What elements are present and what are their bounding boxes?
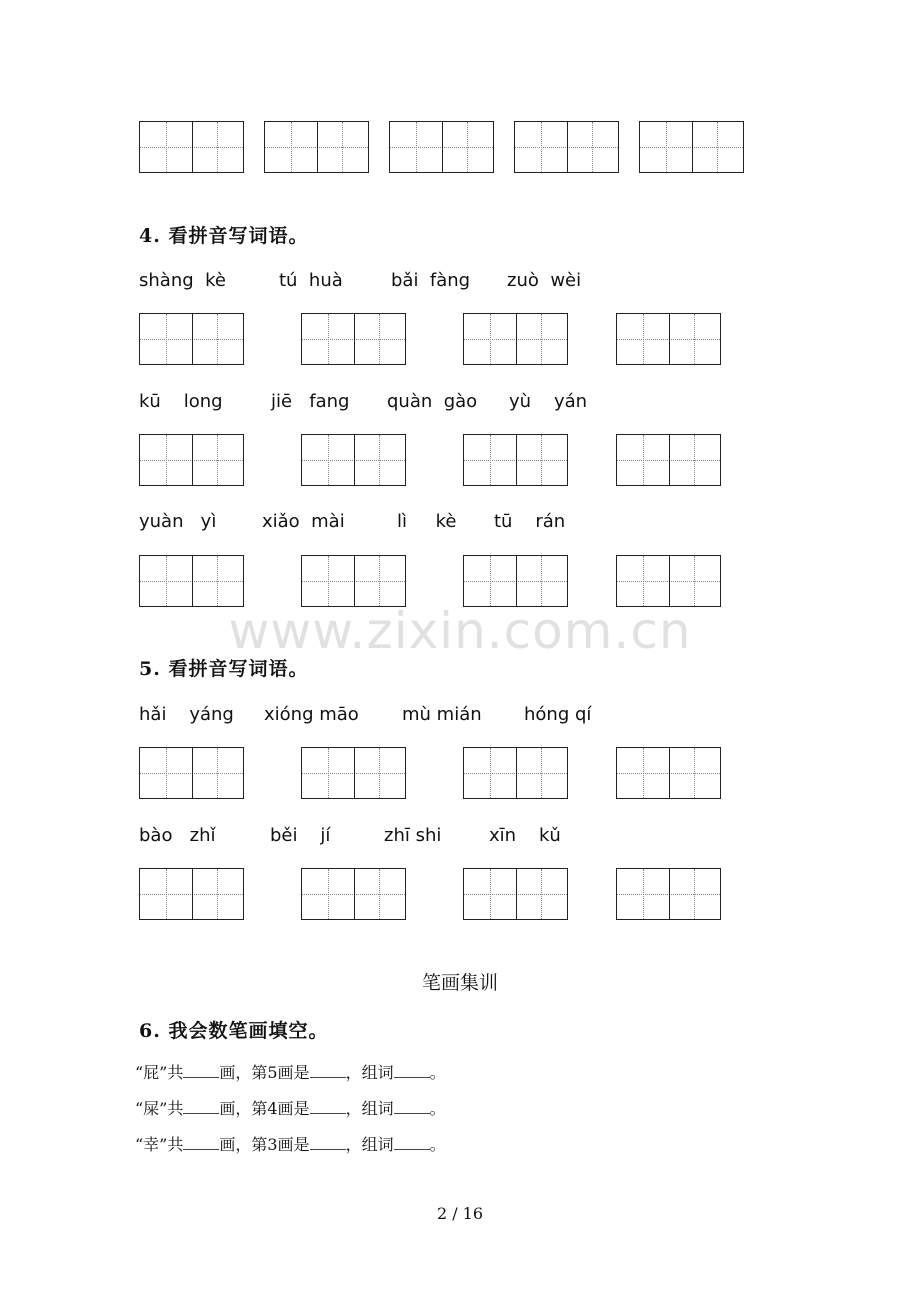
pinyin-label: yù yán bbox=[509, 391, 588, 412]
writing-grid[interactable] bbox=[514, 121, 619, 173]
writing-grid[interactable] bbox=[139, 555, 244, 607]
line-char: “幸”共 bbox=[135, 1135, 184, 1154]
writing-grid[interactable] bbox=[616, 868, 721, 920]
stroke-fill-line bbox=[135, 1060, 446, 1083]
writing-grid[interactable] bbox=[139, 121, 244, 173]
stroke-name-blank[interactable] bbox=[310, 1099, 346, 1114]
pinyin-label: bào zhǐ bbox=[139, 825, 216, 846]
watermark: www.zixin.com.cn bbox=[228, 602, 692, 660]
stroke-fill-line bbox=[135, 1132, 446, 1155]
writing-grid[interactable] bbox=[463, 555, 568, 607]
writing-grid[interactable] bbox=[301, 313, 406, 365]
stroke-name-blank[interactable] bbox=[310, 1063, 346, 1078]
writing-grid[interactable] bbox=[301, 434, 406, 486]
pinyin-label: mù mián bbox=[402, 704, 482, 725]
question-5-heading: 5. 看拼音写词语。 bbox=[139, 658, 309, 680]
writing-grid[interactable] bbox=[463, 868, 568, 920]
stroke-count-blank[interactable] bbox=[183, 1135, 219, 1150]
pinyin-label: hóng qí bbox=[524, 704, 592, 725]
writing-grid[interactable] bbox=[463, 434, 568, 486]
pinyin-label: bǎi fàng bbox=[391, 270, 471, 291]
line-char: “屁”共 bbox=[135, 1063, 184, 1082]
pinyin-label: zhī shi bbox=[384, 825, 442, 846]
stroke-count-blank[interactable] bbox=[183, 1063, 219, 1078]
page-number: 2 / 16 bbox=[436, 1204, 484, 1223]
word-blank[interactable] bbox=[394, 1099, 430, 1114]
line-end: ，组词 bbox=[345, 1063, 394, 1082]
word-blank[interactable] bbox=[394, 1135, 430, 1150]
pinyin-label: quàn gào bbox=[387, 391, 478, 412]
writing-grid[interactable] bbox=[463, 313, 568, 365]
pinyin-label: tū rán bbox=[494, 511, 566, 532]
pinyin-label: zuò wèi bbox=[507, 270, 582, 291]
pinyin-label: lì kè bbox=[397, 511, 457, 532]
writing-grid[interactable] bbox=[301, 555, 406, 607]
word-blank[interactable] bbox=[394, 1063, 430, 1078]
line-mid: 画，第3画是 bbox=[219, 1135, 310, 1154]
writing-grid[interactable] bbox=[616, 313, 721, 365]
writing-grid[interactable] bbox=[301, 747, 406, 799]
pinyin-label: jiē fang bbox=[271, 391, 350, 412]
question-4-heading: 4. 看拼音写词语。 bbox=[139, 225, 309, 247]
line-mid: 画，第5画是 bbox=[219, 1063, 310, 1082]
writing-grid[interactable] bbox=[389, 121, 494, 173]
writing-grid[interactable] bbox=[616, 434, 721, 486]
pinyin-label: shàng kè bbox=[139, 270, 226, 291]
writing-grid[interactable] bbox=[139, 313, 244, 365]
line-char: “屎”共 bbox=[135, 1099, 184, 1118]
question-6-heading: 6. 我会数笔画填空。 bbox=[139, 1020, 329, 1042]
writing-grid[interactable] bbox=[639, 121, 744, 173]
stroke-fill-line bbox=[135, 1096, 446, 1119]
line-tail: 。 bbox=[429, 1099, 446, 1118]
pinyin-label: xiǎo mài bbox=[262, 511, 345, 532]
pinyin-label: kū long bbox=[139, 391, 223, 412]
writing-grid[interactable] bbox=[616, 747, 721, 799]
writing-grid[interactable] bbox=[463, 747, 568, 799]
pinyin-label: yuàn yì bbox=[139, 511, 217, 532]
pinyin-label: běi jí bbox=[270, 825, 331, 846]
line-end: ，组词 bbox=[345, 1135, 394, 1154]
pinyin-label: xīn kǔ bbox=[489, 825, 561, 846]
writing-grid[interactable] bbox=[139, 434, 244, 486]
stroke-count-blank[interactable] bbox=[183, 1099, 219, 1114]
line-mid: 画，第4画是 bbox=[219, 1099, 310, 1118]
pinyin-label: xióng māo bbox=[264, 704, 359, 725]
writing-grid[interactable] bbox=[139, 747, 244, 799]
line-tail: 。 bbox=[429, 1063, 446, 1082]
writing-grid[interactable] bbox=[139, 868, 244, 920]
pinyin-label: tú huà bbox=[279, 270, 343, 291]
pinyin-label: hǎi yáng bbox=[139, 704, 234, 725]
writing-grid[interactable] bbox=[616, 555, 721, 607]
writing-grid[interactable] bbox=[301, 868, 406, 920]
stroke-name-blank[interactable] bbox=[310, 1135, 346, 1150]
line-tail: 。 bbox=[429, 1135, 446, 1154]
section-title: 笔画集训 bbox=[421, 972, 498, 994]
line-end: ，组词 bbox=[345, 1099, 394, 1118]
writing-grid[interactable] bbox=[264, 121, 369, 173]
